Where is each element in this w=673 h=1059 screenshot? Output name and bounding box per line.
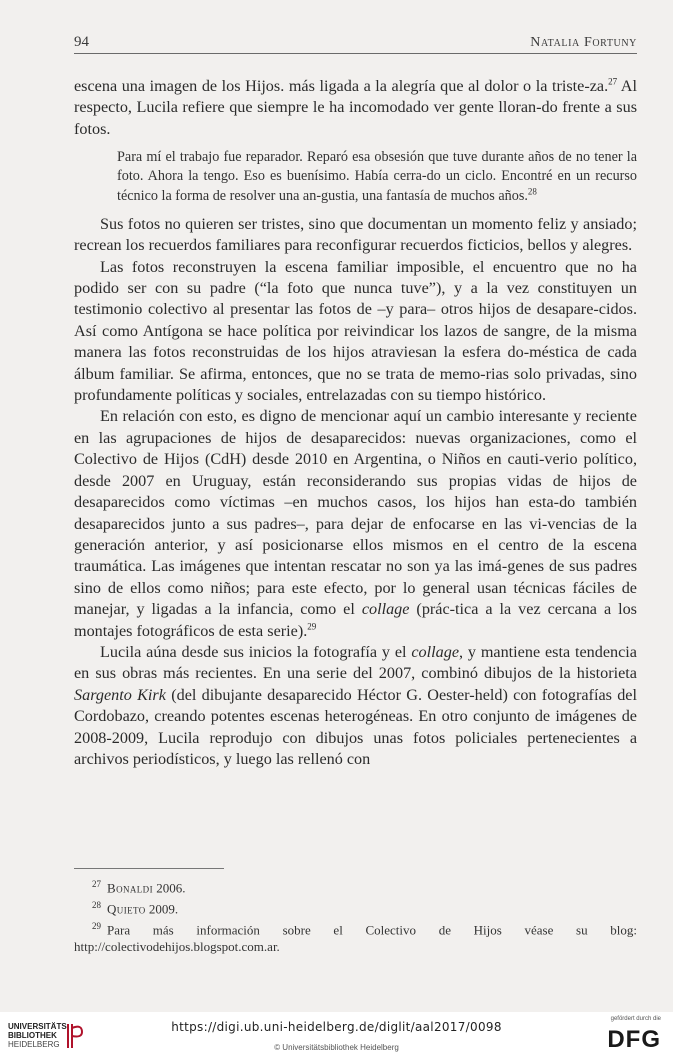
footnotes (74, 876, 637, 956)
footnote-ref-29[interactable]: 29 (307, 621, 317, 632)
page-url-link[interactable]: https://digi.ub.uni-heidelberg.de/diglit/aal2017/0098 (171, 1020, 502, 1034)
footnote-ref-27[interactable]: 27 (608, 76, 618, 87)
footnote-28: $^{28}$ Quieto 2009. (92, 899, 179, 917)
library-logo[interactable]: UNIVERSITÄTS- BIBLIOTHEK HEIDELBERG (8, 1022, 70, 1049)
paragraph-3: Las fotos reconstruyen la escena familiar imposible, el encuentro que no ha podido ser con su padre (“la foto que nunca tuve”), y a la vez constituyen un testimonio colectivo al presentar las fotos de –y para– otros hijos de desapare-cidos. Así como Antígona se hace política por reivindicar los lazos de sangre, de la misma manera las fotos reconstruidas de los hijos atraviesan la esfera do-méstica de cada álbum familiar. Se afirma, entonces, que no se trata de memo-rias solo privadas, sino profundamente políticas y sociales, entrelazadas con su tiempo histórico. (74, 257, 637, 405)
block-quote: Para mí el trabajo fue reparador. Reparó esa obsesión que tuve durante años de no tener la foto. Ahora la tengo. Eso es buenísimo. Había cerra-do un ciclo. Encontré en un recurso técnico la forma de resolver una an-gustia, una fantasía de muchos años.$^{28}$ (117, 149, 637, 204)
running-author: Natalia Fortuny (530, 35, 637, 50)
footnote-29: $^{29}$ Para más información sobre el Colectivo de Hijos véase su blog: http://colectivodehijos.blogspot.com.ar. (74, 920, 637, 955)
paragraph-5: Lucila aúna desde sus inicios la fotografía y el collage, y mantiene esta tendencia en sus obras más recientes. En una serie del 2007, combinó dibujos de la historieta Sargento Kirk (del dibujante desaparecido Héctor G. Oester-held) con fotografías del Cordobazo, creando potentes escenas heterogéneas. En otro conjunto de imágenes de 2008-2009, Lucila reprodujo con dibujos unas fotos policiales pertenecientes a archivos periodísticos, y luego las rellenó con (74, 642, 637, 768)
header-rule (74, 53, 637, 54)
paragraph-1: escena una imagen de los Hijos. más ligada a la alegría que al dolor o la triste-za.$^{27}$ Al respecto, Lucila refiere que siempre le ha incomodado ver gente lloran-do frente a sus fotos. (74, 76, 637, 138)
funder-note: gefördert durch die (610, 1016, 661, 1022)
page-number: 94 (74, 34, 89, 50)
running-header (74, 34, 637, 54)
copyright-notice: © Universitätsbibliothek Heidelberg (274, 1043, 399, 1052)
main-text (74, 76, 637, 770)
dfg-logo[interactable]: DFG (607, 1026, 661, 1053)
footnote-ref-28[interactable]: 28 (527, 185, 537, 196)
viewer-footer-bar (0, 1012, 673, 1059)
footnote-rule (74, 868, 224, 869)
paragraph-2: Sus fotos no quieren ser tristes, sino que documentan un momento feliz y ansiado; recrean los recuerdos familiares para reconfigurar recuerdos ficticios, bellos y alegres. (74, 214, 637, 255)
paragraph-4: En relación con esto, es digno de mencionar aquí un cambio interesante y reciente en las agrupaciones de hijos de desaparecidos: nuevas organizaciones, como el Colectivo de Hijos (CdH) desde 2010 en Argentina, o Niños en cauti-verio político, desde 2007 en Uruguay, están reconsiderando sus propias vidas de hijos de desaparecidos como víctimas –en muchos casos, los hijos han esta-do también desaparecidos junto a sus padres–, para dejar de enfocarse en las vi-vencias de la generación anterior, y así posicionarse ellos mismos en el centro de la escena traumática. Las imágenes que intentan rescatar no son ya las imá-genes de sus padres sino de ellos como niños; para este efecto, por lo general usan técnicas fáciles de manejar, y ligadas a la infancia, como el collage (prác-tica a la vez cercana a los montajes fotográficos de esta serie).$^{29}$ (74, 407, 637, 640)
footnote-27: $^{27}$ Bonaldi 2006. (92, 879, 186, 896)
